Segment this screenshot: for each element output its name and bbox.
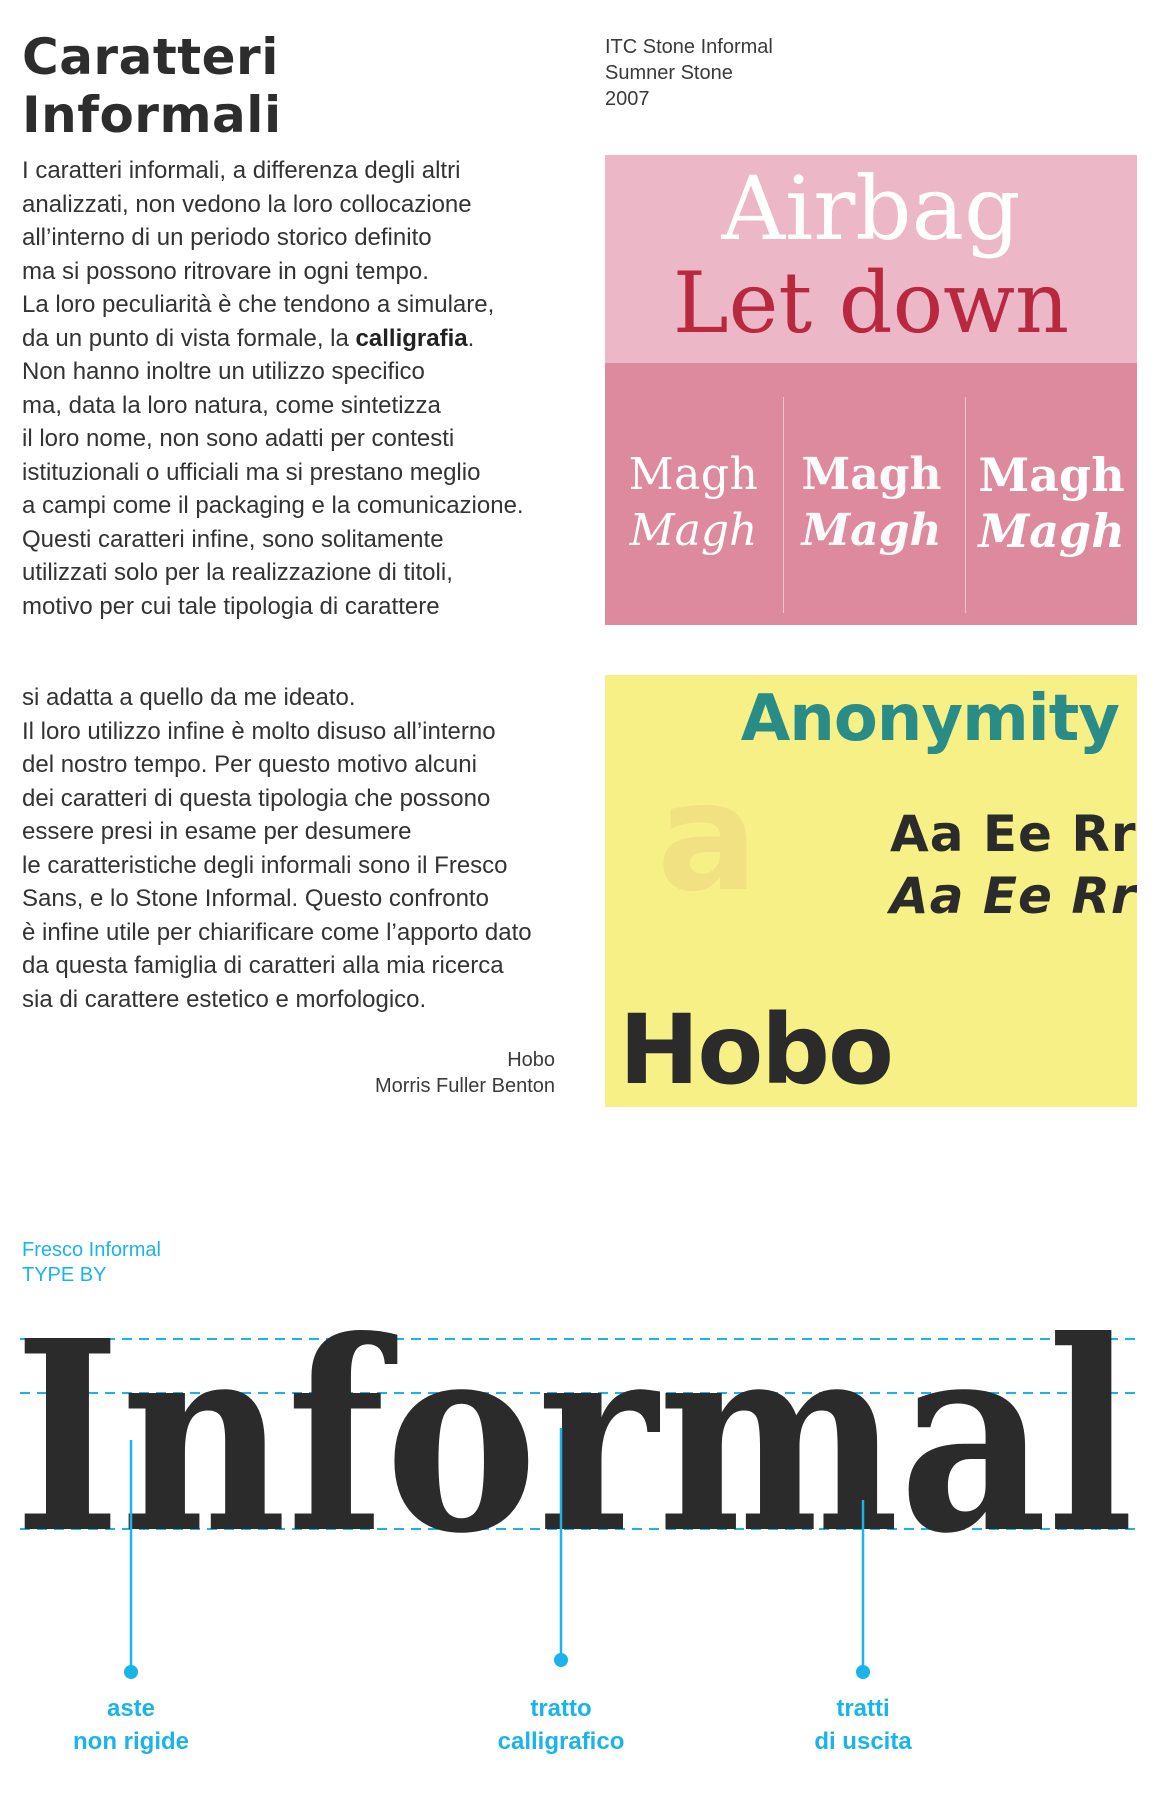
credit-year: 2007 <box>605 88 650 110</box>
font-name-hobo: Hobo <box>619 994 892 1106</box>
body-line: analizzati, non vedono la loro collocazione <box>22 190 472 218</box>
weight-medium-italic: Magh <box>801 505 942 556</box>
weight-bold-regular: Magh <box>978 448 1125 502</box>
weight-medium-regular: Magh <box>801 449 942 500</box>
body-text-fragment: da un punto di vista formale, la <box>22 324 356 352</box>
credit-designer: Sumner Stone <box>605 62 733 84</box>
annotation-line-2: non rigide <box>73 1728 189 1755</box>
body-line: il loro nome, non sono adatti per contesti <box>22 425 455 452</box>
annotation-aste-non-rigide <box>41 1692 221 1758</box>
body-line: motivo per cui tale tipologia di carattere <box>22 592 440 620</box>
glyph-set-regular: Aa Ee Rr <box>890 805 1137 863</box>
weight-light-italic: Magh <box>629 505 758 556</box>
fresco-font-name: Fresco Informal <box>22 1239 161 1261</box>
credit-designer: Morris Fuller Benton <box>374 1075 555 1097</box>
annotation-line-2: di uscita <box>814 1728 912 1755</box>
body-line: da questa famiglia di caratteri alla mia ricerca <box>22 952 504 979</box>
sample-word-anonymity: Anonymity <box>740 682 1119 756</box>
body-line: dei caratteri di questa tipologia che possono <box>22 784 491 812</box>
specimen-word-informal: Informal <box>14 1283 1134 1591</box>
body-line: essere presi in esame per desumere <box>22 818 412 845</box>
annotation-line-1: tratti <box>836 1695 890 1722</box>
body-line: ma si possono ritrovare in ogni tempo. <box>22 257 429 285</box>
body-line: le caratteristiche degli informali sono il Fresco <box>22 851 508 879</box>
ghost-letter-a: a <box>657 751 759 925</box>
sample-word-airbag: Airbag <box>721 157 1021 260</box>
body-line: Questi caratteri infine, sono solitamente <box>22 525 444 553</box>
emphasis-calligrafia: calligrafia <box>355 324 468 352</box>
title-line-1: Caratteri <box>22 28 279 86</box>
body-line: I caratteri informali, a differenza degli altri <box>22 157 461 184</box>
annotation-line-1: tratto <box>530 1695 592 1722</box>
leader-dot-uscita <box>856 1665 870 1679</box>
body-line: sia di carattere estetico e morfologico. <box>22 985 427 1013</box>
leader-dot-aste <box>124 1665 138 1679</box>
glyph-set-italic: Aa Ee Rr <box>890 867 1137 925</box>
annotation-tratti-di-uscita <box>773 1692 953 1758</box>
body-line: istituzionali o ufficiali ma si prestano meglio <box>22 458 481 486</box>
annotation-line-1: aste <box>106 1695 156 1722</box>
fresco-type-by: TYPE BY <box>22 1264 107 1286</box>
body-line: Il loro utilizzo infine è molto disuso all’interno <box>22 717 496 745</box>
body-line: Sans, e lo Stone Informal. Questo confronto <box>22 885 489 912</box>
sample-word-let-down: Let down <box>672 254 1070 352</box>
body-line: è infine utile per chiarificare come l’apporto dato <box>22 918 532 946</box>
leader-dot-tratto <box>554 1653 568 1667</box>
weight-light-regular: Magh <box>628 449 759 500</box>
credit-font-name: ITC Stone Informal <box>605 36 773 58</box>
annotation-tratto-calligrafico <box>471 1692 651 1758</box>
body-line: ma, data la loro natura, come sintetizza <box>22 391 441 419</box>
body-line: a campi come il packaging e la comunicazione. <box>22 492 524 519</box>
body-line: Non hanno inoltre un utilizzo specifico <box>22 358 425 385</box>
body-line: si adatta a quello da me ideato. <box>22 684 356 711</box>
body-line: La loro peculiarità è che tendono a simulare, <box>22 291 495 318</box>
body-text-fragment: . <box>467 324 475 352</box>
body-line: all’interno di un periodo storico definito <box>22 224 432 251</box>
body-line: del nostro tempo. Per questo motivo alcuni <box>22 751 477 778</box>
credit-font-name: Hobo <box>507 1049 555 1071</box>
title-line-2: Informali <box>22 86 282 144</box>
annotation-line-2: calligrafico <box>497 1728 625 1755</box>
weight-bold-italic: Magh <box>978 504 1125 558</box>
body-line: utilizzati solo per la realizzazione di titoli, <box>22 559 453 586</box>
